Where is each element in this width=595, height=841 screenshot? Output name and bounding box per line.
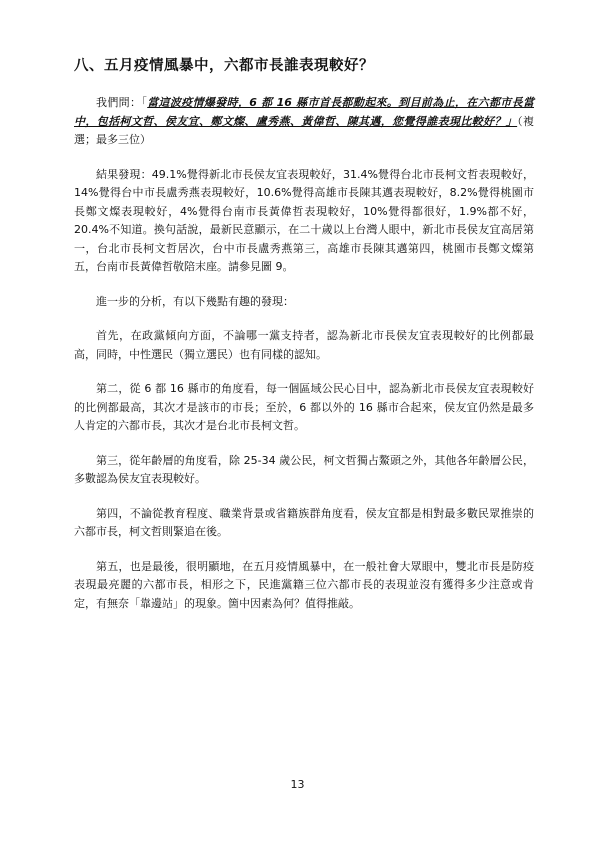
finding-first-paragraph: 首先，在政黨傾向方面，不論哪一黨支持者，認為新北市長侯友宜表現較好的比例都最高，同時，中性選民（獨立選民）也有同樣的認知。: [74, 329, 534, 361]
question-text: 當這波疫情爆發時，6 都 16 縣市首長都動起來。到目前為止，在六都市長當中，包括柯文哲、侯友宜、鄭文燦、盧秀燕、黃偉哲、陳其邁，您覺得誰表現比較好？」: [74, 96, 534, 128]
finding-third-paragraph: 第三，從年齡層的角度看，除 25-34 歲公民，柯文哲獨占鰲頭之外，其他各年齡層公民，多數認為侯友宜表現較好。: [74, 453, 534, 485]
page-content: [74, 56, 534, 629]
page-number: 13: [290, 778, 305, 791]
question-note: （複選；最多三位）: [74, 114, 535, 146]
finding-fourth-paragraph: 第四，不論從教育程度、職業背景或省籍族群角度看，侯友宜都是相對最多數民眾推崇的六都市長，柯文哲則緊追在後。: [74, 506, 534, 538]
finding-fifth-paragraph: 第五，也是最後，很明顯地，在五月疫情風暴中，在一般社會大眾眼中，雙北市長是防疫表現最亮麗的六都市長，相形之下，民進黨籍三位六都市長的表現並沒有獲得多少注意或肯定，有無奈「靠邊站」的現象。箇中因素為何？值得推敲。: [74, 559, 534, 610]
finding-second-paragraph: 第二，從 6 都 16 縣市的角度看，每一個區域公民心目中，認為新北市長侯友宜表現較好的比例都最高，其次才是該市的市長；至於，6 都以外的 16 縣市合起來，侯友宜仍然是最多人肯定的六都市長，其次才是台北市長柯文哲。: [74, 382, 534, 432]
survey-question: [74, 94, 534, 150]
results-paragraph: 結果發現：49.1%覺得新北市長侯友宜表現較好，31.4%覺得台北市長柯文哲表現較好，14%覺得台中市長盧秀燕表現較好，10.6%覺得高雄市長陳其邁表現較好，8.2%覺得桃園市長鄭文燦表現較好，4%覺得台南市長黃偉哲表現較好，10%覺得都很好，1.9%都不好，20.4%不知道。換句話說，最新民意顯示，在二十歲以上台灣人眼中，新北市長侯友宜高居第一，台北市長柯文哲居次，台中市長盧秀燕第三，高雄市長陳其邁第四，桃園市長鄭文燦第五，台南市長黃偉哲敬陪末座。請參見圖 9。: [74, 167, 534, 273]
analysis-intro-paragraph: 進一步的分析，有以下幾點有趣的發現：: [96, 294, 294, 308]
section-heading: 八、五月疫情風暴中，六都市長誰表現較好？: [74, 57, 374, 74]
question-prefix: 我們問：「: [96, 96, 148, 109]
